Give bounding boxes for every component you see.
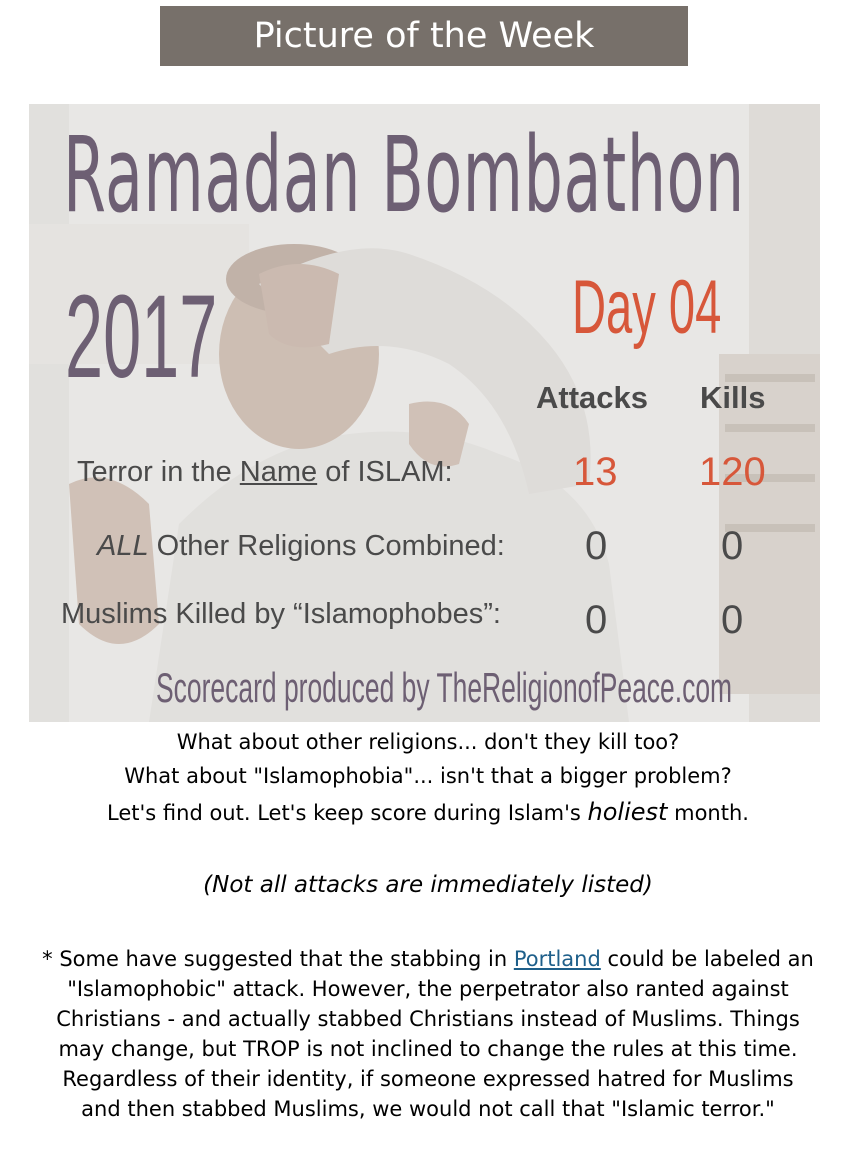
row-label-islam: Terror in the Name of ISLAM: bbox=[77, 456, 453, 488]
caption-line-1: What about other religions... don't they kill too? bbox=[176, 730, 680, 754]
row-label-other-religions: ALL Other Religions Combined: bbox=[97, 530, 505, 562]
footnote-line-4: may change, but TROP is not inclined to change the rules at this time. bbox=[58, 1037, 798, 1061]
islamophobes-attacks-value: 0 bbox=[585, 598, 608, 642]
kills-column-header: Kills bbox=[700, 380, 766, 415]
ramadan-scorecard-image bbox=[29, 104, 820, 722]
other-religions-attacks-value: 0 bbox=[585, 524, 608, 568]
footnote-line-1: * Some have suggested that the stabbing in Portland could be labeled an bbox=[42, 947, 814, 971]
attacks-column-header: Attacks bbox=[536, 380, 648, 415]
poster-year: 2017 bbox=[65, 271, 218, 403]
islam-kills-value: 120 bbox=[699, 450, 766, 494]
caption-line-3: Let's find out. Let's keep score during Islam's holiest month. bbox=[107, 798, 749, 826]
row-label-islamophobes: Muslims Killed by “Islamophobes”: bbox=[61, 598, 501, 630]
footnote bbox=[8, 944, 848, 1124]
scorecard-credit: Scorecard produced by TheReligionofPeace.com bbox=[156, 664, 733, 711]
footnote-line-3: Christians - and actually stabbed Christians instead of Muslims. Things bbox=[56, 1007, 800, 1031]
disclaimer: (Not all attacks are immediately listed) bbox=[203, 872, 653, 898]
poster-day: Day 04 bbox=[572, 265, 722, 350]
footnote-line-6: and then stabbed Muslims, we would not call that "Islamic terror." bbox=[81, 1097, 775, 1121]
portland-link[interactable]: Portland bbox=[513, 947, 601, 971]
picture-of-the-week-banner bbox=[160, 6, 688, 66]
footnote-line-2: "Islamophobic" attack. However, the perpetrator also ranted against bbox=[67, 977, 789, 1001]
footnote-line-5: Regardless of their identity, if someone expressed hatred for Muslims bbox=[62, 1067, 794, 1091]
islamophobes-kills-value: 0 bbox=[721, 598, 744, 642]
poster-title: Ramadan Bombathon bbox=[63, 114, 745, 236]
other-religions-kills-value: 0 bbox=[721, 524, 744, 568]
banner-title: Picture of the Week bbox=[253, 16, 595, 56]
caption-line-2: What about "Islamophobia"... isn't that a bigger problem? bbox=[124, 764, 732, 788]
islam-attacks-value: 13 bbox=[573, 450, 618, 494]
